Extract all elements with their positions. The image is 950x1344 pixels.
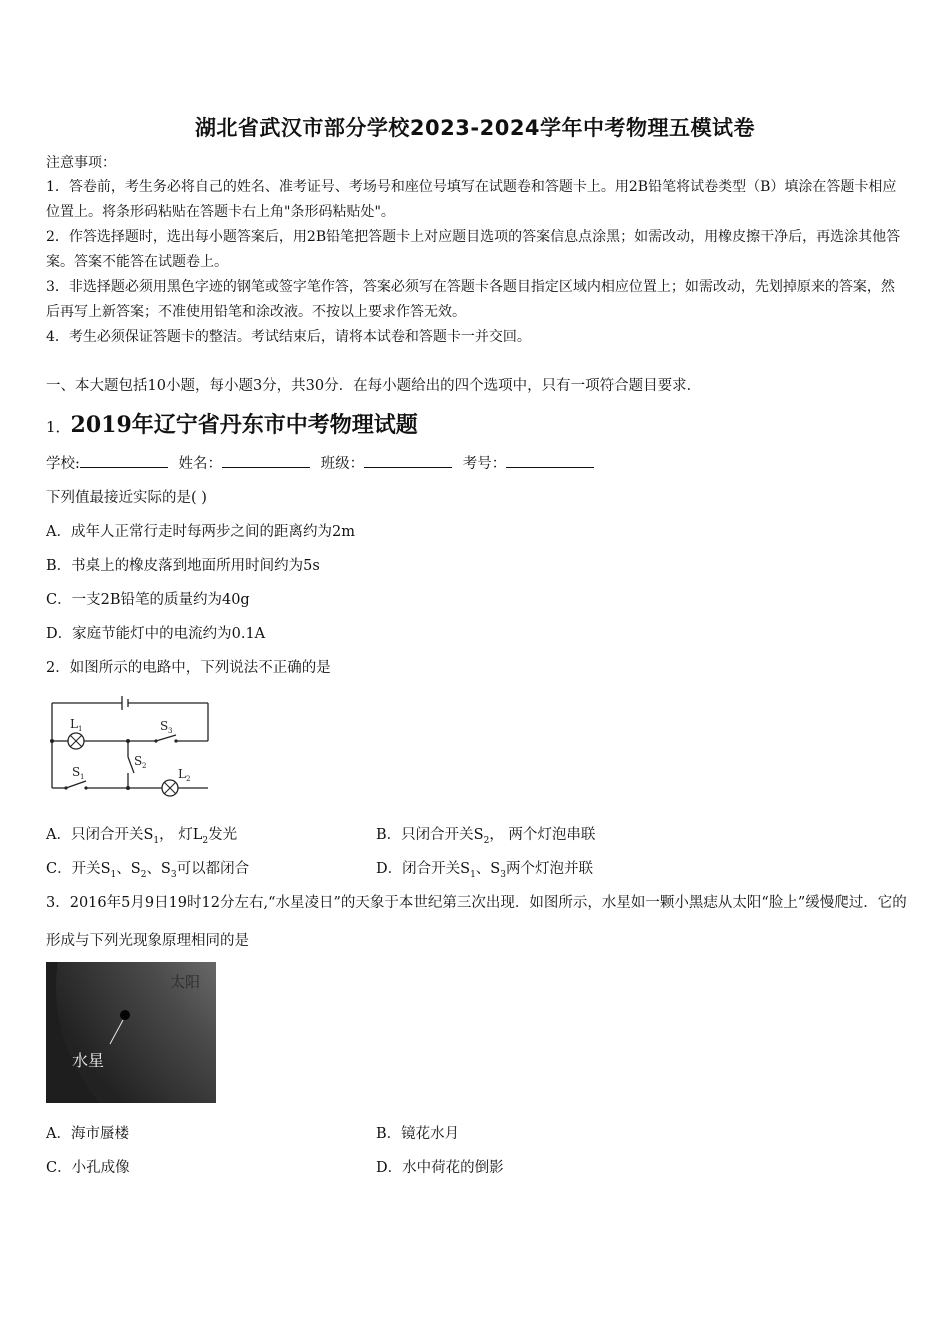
junction-dot [126,739,130,743]
notice-item-4: 4．考生必须保证答题卡的整洁。考试结束后，请将本试卷和答题卡一并交回。 [46,329,531,345]
exam-number-label: 考号： [462,456,507,472]
label-l2-sub: 2 [186,775,191,783]
switch-contact [84,786,87,789]
mercury-transit-photo [46,962,216,1103]
label-s1-sub: 1 [80,773,85,781]
junction-dot [126,786,130,790]
notice-item-3: 3．非选择题必须用黑色字迹的钢笔或签字笔作答，答案必须写在答题卡各题目指定区域内相应位置上；如需改动，先划掉原来的答案，然后再写上新答案；不准使用铅笔和涂改液。不按以上要求作答无效。 [46,279,895,320]
label-l1-sub: 1 [78,725,83,733]
label-l1: L [70,717,78,731]
notice-heading: 注意事项： [46,155,116,171]
exam-number-blank[interactable] [506,453,594,468]
label-l2: L [178,767,186,781]
class-blank[interactable] [364,453,452,468]
question-2-option-a: A．只闭合开关$S_1$， 灯$L_2$发光 [46,827,238,846]
label-s3-sub: 3 [168,727,173,735]
name-blank[interactable] [222,453,310,468]
mercury-dot [120,1010,130,1020]
question-1-option-b: B．书桌上的橡皮落到地面所用时间约为5s [46,558,320,574]
notice-item-2: 2．作答选择题时，选出每小题答案后，用2B铅笔把答题卡上对应题目选项的答案信息点涂黑；如需改动，用橡皮擦干净后，再选涂其他答案。答案不能答在试题卷上。 [46,229,901,270]
class-label: 班级： [320,456,365,472]
question-1-source: 2019年辽宁省丹东市中考物理试题 [70,412,418,438]
question-2-stem: 2．如图所示的电路中，下列说法不正确的是 [46,660,331,676]
label-s2-sub: 2 [142,762,147,770]
label-s3: S [160,719,169,733]
question-3-option-d: D．水中荷花的倒影 [376,1160,504,1176]
name-label: 姓名： [178,456,222,472]
school-label: 学校: [46,456,80,472]
switch-contact [64,786,67,789]
switch-contact [154,739,157,742]
junction-dot [50,739,54,743]
question-3-option-b: B．镜花水月 [376,1126,460,1142]
lamp-l1-icon [68,733,84,749]
question-1-option-d: D．家庭节能灯中的电流约为0.1A [46,626,266,642]
page-title: 湖北省武汉市部分学校2023-2024学年中考物理五模试卷 [194,116,756,140]
school-blank[interactable] [80,453,168,468]
section-instructions: 一、本大题包括10小题，每小题3分，共30分．在每小题给出的四个选项中，只有一项符合题目要求． [46,378,702,394]
question-1-option-c: C．一支2B铅笔的质量约为40g [46,592,250,608]
lamp-l2-icon [162,780,178,796]
question-1-option-a: A．成年人正常行走时每两步之间的距离约为2m [46,524,355,540]
student-info-line [46,452,600,473]
question-3-option-a: A．海市蜃楼 [46,1126,129,1142]
question-3-stem: 3．2016年5月9日19时12分左右,“水星凌日”的天象于本世纪第三次出现．如图所示，水星如一颗小黑痣从太阳“脸上”缓慢爬过．它的形成与下列光现象原理相同的是 [46,895,907,949]
question-1-number: 1． [46,418,71,436]
question-2-option-d: D．闭合开关$S_1$、$S_3$两个灯泡并联 [376,861,593,880]
question-2-option-b: B．只闭合开关$S_2$， 两个灯泡串联 [376,827,596,846]
question-1-header [46,408,418,439]
label-s1: S [72,765,81,779]
switch-contact [174,739,177,742]
question-2-option-c: C．开关$S_1$、$S_2$、$S_3$可以都闭合 [46,861,250,880]
question-3-option-c: C．小孔成像 [46,1160,130,1176]
notice-item-1: 1．答卷前，考生务必将自己的姓名、准考证号、考场号和座位号填写在试题卷和答题卡上。用2B铅笔将试卷类型（B）填涂在答题卡相应位置上。将条形码粘贴在答题卡右上角"条形码粘贴处"。 [46,179,897,220]
mercury-label: 水星 [72,1051,105,1070]
circuit-diagram [44,693,214,799]
sun-label: 太阳 [170,973,201,991]
question-1-stem: 下列值最接近实际的是( ) [46,490,207,506]
label-s2: S [134,754,143,768]
